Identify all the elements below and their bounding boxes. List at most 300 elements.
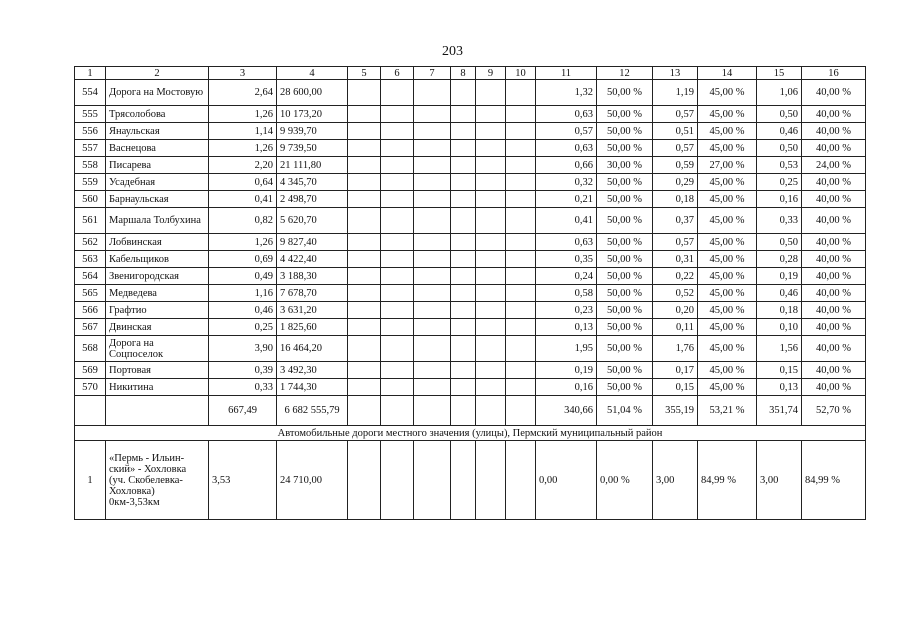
empty-cell bbox=[476, 140, 506, 157]
empty-cell bbox=[414, 396, 451, 426]
empty-cell bbox=[476, 268, 506, 285]
section-title: Автомобильные дороги местного значения (улицы), Пермский муниципальный район bbox=[75, 426, 866, 441]
row-name: Маршала Толбухина bbox=[106, 208, 209, 234]
row-name: Барнаульская bbox=[106, 191, 209, 208]
cell-col4: 5 620,70 bbox=[277, 208, 348, 234]
cell-col15: 0,33 bbox=[757, 208, 802, 234]
cell-col14: 45,00 % bbox=[698, 362, 757, 379]
empty-cell bbox=[381, 234, 414, 251]
total-row bbox=[75, 396, 866, 426]
empty-cell bbox=[381, 336, 414, 362]
empty-cell bbox=[414, 174, 451, 191]
cell-col16: 40,00 % bbox=[802, 285, 866, 302]
empty-cell bbox=[451, 251, 476, 268]
cell-col13: 0,18 bbox=[653, 191, 698, 208]
empty-cell bbox=[381, 379, 414, 396]
empty-cell bbox=[414, 123, 451, 140]
total-col3: 667,49 bbox=[209, 396, 277, 426]
empty-cell bbox=[381, 319, 414, 336]
cell-col14: 45,00 % bbox=[698, 191, 757, 208]
cell-col11: 0,63 bbox=[536, 234, 597, 251]
table-row bbox=[75, 174, 866, 191]
empty-cell bbox=[476, 208, 506, 234]
empty-cell bbox=[506, 140, 536, 157]
cell-col14: 45,00 % bbox=[698, 251, 757, 268]
empty-cell bbox=[381, 268, 414, 285]
row-number: 562 bbox=[75, 234, 106, 251]
cell-col14: 45,00 % bbox=[698, 285, 757, 302]
cell-col3: 2,64 bbox=[209, 80, 277, 106]
cell-col16: 40,00 % bbox=[802, 362, 866, 379]
cell-col3: 0,82 bbox=[209, 208, 277, 234]
empty-cell bbox=[476, 362, 506, 379]
empty-cell bbox=[476, 285, 506, 302]
row-name: Янаульская bbox=[106, 123, 209, 140]
empty-cell bbox=[381, 80, 414, 106]
empty-cell bbox=[414, 234, 451, 251]
empty-cell bbox=[476, 80, 506, 106]
cell-col3: 0,39 bbox=[209, 362, 277, 379]
empty-cell bbox=[414, 251, 451, 268]
cell-col14: 45,00 % bbox=[698, 140, 757, 157]
cell-col12: 50,00 % bbox=[597, 268, 653, 285]
cell-col14: 27,00 % bbox=[698, 157, 757, 174]
total-col13: 355,19 bbox=[653, 396, 698, 426]
empty-cell bbox=[476, 441, 506, 520]
cell-col13: 0,20 bbox=[653, 302, 698, 319]
cell-col16: 40,00 % bbox=[802, 251, 866, 268]
empty-cell bbox=[451, 396, 476, 426]
empty-cell bbox=[451, 191, 476, 208]
row-number: 567 bbox=[75, 319, 106, 336]
empty-cell bbox=[348, 268, 381, 285]
cell-col16: 40,00 % bbox=[802, 174, 866, 191]
cell-col12: 50,00 % bbox=[597, 80, 653, 106]
empty-cell bbox=[348, 379, 381, 396]
row-name: Звенигородская bbox=[106, 268, 209, 285]
row-name: Усадебная bbox=[106, 174, 209, 191]
empty-cell bbox=[348, 285, 381, 302]
cell-col4: 21 111,80 bbox=[277, 157, 348, 174]
header-cell: 13 bbox=[653, 67, 698, 80]
empty-cell bbox=[451, 302, 476, 319]
cell-col4: 9 827,40 bbox=[277, 234, 348, 251]
cell-col13: 1,76 bbox=[653, 336, 698, 362]
empty-cell bbox=[348, 123, 381, 140]
table-row bbox=[75, 285, 866, 302]
cell-col16: 84,99 % bbox=[802, 441, 866, 520]
section-row bbox=[75, 426, 866, 441]
cell-col15: 0,46 bbox=[757, 123, 802, 140]
cell-col16: 40,00 % bbox=[802, 106, 866, 123]
header-cell: 8 bbox=[451, 67, 476, 80]
cell-col16: 40,00 % bbox=[802, 80, 866, 106]
cell-col13: 0,57 bbox=[653, 140, 698, 157]
cell-col14: 45,00 % bbox=[698, 268, 757, 285]
cell-col3: 0,69 bbox=[209, 251, 277, 268]
empty-cell bbox=[451, 123, 476, 140]
empty-cell bbox=[381, 106, 414, 123]
cell-col3: 1,26 bbox=[209, 106, 277, 123]
row-name: Писарева bbox=[106, 157, 209, 174]
cell-col3: 3,90 bbox=[209, 336, 277, 362]
cell-col13: 3,00 bbox=[653, 441, 698, 520]
header-cell: 10 bbox=[506, 67, 536, 80]
cell-col12: 50,00 % bbox=[597, 234, 653, 251]
cell-col4: 7 678,70 bbox=[277, 285, 348, 302]
empty-cell bbox=[476, 251, 506, 268]
empty-cell bbox=[451, 319, 476, 336]
header-cell: 4 bbox=[277, 67, 348, 80]
empty-cell bbox=[381, 157, 414, 174]
cell-col11: 1,32 bbox=[536, 80, 597, 106]
cell-col16: 40,00 % bbox=[802, 208, 866, 234]
total-col16: 52,70 % bbox=[802, 396, 866, 426]
header-cell: 12 bbox=[597, 67, 653, 80]
cell-col11: 0,23 bbox=[536, 302, 597, 319]
row-number: 556 bbox=[75, 123, 106, 140]
cell-col11: 0,21 bbox=[536, 191, 597, 208]
cell-col14: 45,00 % bbox=[698, 123, 757, 140]
empty-cell bbox=[506, 441, 536, 520]
empty-cell bbox=[348, 336, 381, 362]
row-name: Двинская bbox=[106, 319, 209, 336]
empty-cell bbox=[414, 379, 451, 396]
cell-col15: 0,13 bbox=[757, 379, 802, 396]
cell-col16: 40,00 % bbox=[802, 191, 866, 208]
empty-cell bbox=[414, 336, 451, 362]
table-row bbox=[75, 157, 866, 174]
total-col15: 351,74 bbox=[757, 396, 802, 426]
cell-col12: 50,00 % bbox=[597, 123, 653, 140]
empty-cell bbox=[348, 319, 381, 336]
cell-col4: 4 422,40 bbox=[277, 251, 348, 268]
cell-col3: 1,16 bbox=[209, 285, 277, 302]
header-cell: 16 bbox=[802, 67, 866, 80]
empty-cell bbox=[348, 441, 381, 520]
empty-cell bbox=[506, 319, 536, 336]
cell-col4: 28 600,00 bbox=[277, 80, 348, 106]
empty-cell bbox=[506, 285, 536, 302]
cell-col13: 0,11 bbox=[653, 319, 698, 336]
cell-col15: 1,06 bbox=[757, 80, 802, 106]
cell-col12: 50,00 % bbox=[597, 379, 653, 396]
empty-cell bbox=[506, 80, 536, 106]
table-row bbox=[75, 441, 866, 520]
empty-cell bbox=[506, 106, 536, 123]
cell-col15: 0,28 bbox=[757, 251, 802, 268]
cell-col12: 50,00 % bbox=[597, 285, 653, 302]
cell-col16: 40,00 % bbox=[802, 302, 866, 319]
empty-cell bbox=[381, 174, 414, 191]
empty-cell bbox=[414, 362, 451, 379]
empty-cell bbox=[381, 362, 414, 379]
empty-cell bbox=[451, 106, 476, 123]
cell-col15: 0,25 bbox=[757, 174, 802, 191]
cell-col16: 40,00 % bbox=[802, 319, 866, 336]
row-number: 559 bbox=[75, 174, 106, 191]
row-number: 560 bbox=[75, 191, 106, 208]
empty-cell bbox=[506, 396, 536, 426]
cell-col16: 40,00 % bbox=[802, 379, 866, 396]
empty-cell bbox=[414, 441, 451, 520]
cell-col13: 0,37 bbox=[653, 208, 698, 234]
cell-col14: 45,00 % bbox=[698, 174, 757, 191]
empty-cell bbox=[414, 208, 451, 234]
row-number: 555 bbox=[75, 106, 106, 123]
cell-col15: 0,19 bbox=[757, 268, 802, 285]
empty-cell bbox=[348, 140, 381, 157]
cell-col12: 50,00 % bbox=[597, 302, 653, 319]
total-col14: 53,21 % bbox=[698, 396, 757, 426]
row-name: Портовая bbox=[106, 362, 209, 379]
row-number: 561 bbox=[75, 208, 106, 234]
table-row bbox=[75, 80, 866, 106]
header-cell: 6 bbox=[381, 67, 414, 80]
header-cell: 3 bbox=[209, 67, 277, 80]
cell-col3: 2,20 bbox=[209, 157, 277, 174]
cell-col4: 1 744,30 bbox=[277, 379, 348, 396]
cell-col3: 0,49 bbox=[209, 268, 277, 285]
empty-cell bbox=[506, 362, 536, 379]
cell-col12: 50,00 % bbox=[597, 319, 653, 336]
empty-cell bbox=[451, 80, 476, 106]
row-number: 557 bbox=[75, 140, 106, 157]
empty-cell bbox=[506, 157, 536, 174]
cell-col16: 40,00 % bbox=[802, 336, 866, 362]
cell-col12: 50,00 % bbox=[597, 191, 653, 208]
empty-cell bbox=[348, 362, 381, 379]
total-col11: 340,66 bbox=[536, 396, 597, 426]
table-row bbox=[75, 234, 866, 251]
empty-cell bbox=[506, 336, 536, 362]
total-col12: 51,04 % bbox=[597, 396, 653, 426]
row-name: Лобвинская bbox=[106, 234, 209, 251]
empty-cell bbox=[476, 191, 506, 208]
empty-cell bbox=[451, 285, 476, 302]
cell-col12: 50,00 % bbox=[597, 174, 653, 191]
cell-col14: 45,00 % bbox=[698, 106, 757, 123]
cell-col11: 0,13 bbox=[536, 319, 597, 336]
cell-col14: 45,00 % bbox=[698, 336, 757, 362]
cell-col13: 0,57 bbox=[653, 106, 698, 123]
cell-col13: 0,51 bbox=[653, 123, 698, 140]
empty-cell bbox=[348, 80, 381, 106]
cell-col11: 0,35 bbox=[536, 251, 597, 268]
empty-cell bbox=[348, 234, 381, 251]
cell-col4: 9 939,70 bbox=[277, 123, 348, 140]
empty-cell bbox=[506, 123, 536, 140]
cell-col3: 0,41 bbox=[209, 191, 277, 208]
empty-cell bbox=[414, 268, 451, 285]
cell-col4: 10 173,20 bbox=[277, 106, 348, 123]
empty-cell bbox=[451, 268, 476, 285]
empty-cell bbox=[506, 208, 536, 234]
row-name: Дорога на Соцпоселок bbox=[106, 336, 209, 362]
cell-col11: 0,57 bbox=[536, 123, 597, 140]
cell-col16: 24,00 % bbox=[802, 157, 866, 174]
cell-col12: 50,00 % bbox=[597, 251, 653, 268]
cell-col12: 50,00 % bbox=[597, 106, 653, 123]
row-number: 1 bbox=[75, 441, 106, 520]
cell-col12: 50,00 % bbox=[597, 208, 653, 234]
row-name: Васнецова bbox=[106, 140, 209, 157]
cell-col12: 50,00 % bbox=[597, 336, 653, 362]
empty-cell bbox=[451, 379, 476, 396]
empty-cell bbox=[476, 302, 506, 319]
empty-cell bbox=[348, 302, 381, 319]
empty-cell bbox=[414, 302, 451, 319]
empty-cell bbox=[451, 174, 476, 191]
header-cell: 14 bbox=[698, 67, 757, 80]
cell-col15: 0,10 bbox=[757, 319, 802, 336]
empty-cell bbox=[381, 191, 414, 208]
cell-col11: 0,24 bbox=[536, 268, 597, 285]
empty-cell bbox=[414, 80, 451, 106]
empty-cell bbox=[476, 234, 506, 251]
row-number: 568 bbox=[75, 336, 106, 362]
empty-cell bbox=[348, 191, 381, 208]
row-name: Медведева bbox=[106, 285, 209, 302]
cell-col11: 0,58 bbox=[536, 285, 597, 302]
empty-cell bbox=[476, 174, 506, 191]
header-cell: 15 bbox=[757, 67, 802, 80]
row-number: 564 bbox=[75, 268, 106, 285]
row-name: Кабельщиков bbox=[106, 251, 209, 268]
empty-cell bbox=[451, 140, 476, 157]
empty-cell bbox=[506, 302, 536, 319]
empty-cell bbox=[348, 251, 381, 268]
cell-col4: 4 345,70 bbox=[277, 174, 348, 191]
empty-cell bbox=[451, 441, 476, 520]
header-cell: 1 bbox=[75, 67, 106, 80]
table-row bbox=[75, 362, 866, 379]
table-row bbox=[75, 319, 866, 336]
cell-col16: 40,00 % bbox=[802, 234, 866, 251]
cell-col4: 9 739,50 bbox=[277, 140, 348, 157]
cell-col13: 0,59 bbox=[653, 157, 698, 174]
empty-cell bbox=[451, 362, 476, 379]
cell-col3: 0,33 bbox=[209, 379, 277, 396]
cell-col15: 0,50 bbox=[757, 106, 802, 123]
row-name: Никитина bbox=[106, 379, 209, 396]
page-number: 203 bbox=[442, 44, 463, 59]
table-row bbox=[75, 251, 866, 268]
cell-col4: 3 492,30 bbox=[277, 362, 348, 379]
cell-col4: 16 464,20 bbox=[277, 336, 348, 362]
cell-col11: 0,63 bbox=[536, 106, 597, 123]
cell-col11: 0,19 bbox=[536, 362, 597, 379]
empty-cell bbox=[414, 140, 451, 157]
empty-cell bbox=[348, 208, 381, 234]
cell-col3: 1,26 bbox=[209, 140, 277, 157]
cell-col11: 0,63 bbox=[536, 140, 597, 157]
header-cell: 11 bbox=[536, 67, 597, 80]
cell-col13: 0,31 bbox=[653, 251, 698, 268]
cell-col11: 1,95 bbox=[536, 336, 597, 362]
table-row bbox=[75, 191, 866, 208]
row-number: 566 bbox=[75, 302, 106, 319]
cell-col13: 0,57 bbox=[653, 234, 698, 251]
empty-cell bbox=[506, 251, 536, 268]
cell-col15: 0,15 bbox=[757, 362, 802, 379]
row-number: 569 bbox=[75, 362, 106, 379]
empty-cell bbox=[381, 251, 414, 268]
cell-col11: 0,32 bbox=[536, 174, 597, 191]
cell-col15: 0,50 bbox=[757, 234, 802, 251]
cell-col13: 0,15 bbox=[653, 379, 698, 396]
table-row bbox=[75, 336, 866, 362]
empty-cell bbox=[381, 441, 414, 520]
table-row bbox=[75, 208, 866, 234]
empty-cell bbox=[476, 123, 506, 140]
cell-col14: 45,00 % bbox=[698, 208, 757, 234]
empty-cell bbox=[414, 157, 451, 174]
cell-col16: 40,00 % bbox=[802, 140, 866, 157]
data-table bbox=[74, 66, 866, 520]
empty-cell bbox=[451, 336, 476, 362]
empty-cell bbox=[381, 396, 414, 426]
cell-col16: 40,00 % bbox=[802, 268, 866, 285]
cell-col14: 45,00 % bbox=[698, 302, 757, 319]
cell-col4: 2 498,70 bbox=[277, 191, 348, 208]
table-row bbox=[75, 123, 866, 140]
cell-col11: 0,41 bbox=[536, 208, 597, 234]
row-number: 558 bbox=[75, 157, 106, 174]
cell-col12: 50,00 % bbox=[597, 362, 653, 379]
cell-col11: 0,66 bbox=[536, 157, 597, 174]
cell-col13: 0,52 bbox=[653, 285, 698, 302]
row-number: 565 bbox=[75, 285, 106, 302]
empty-cell bbox=[451, 157, 476, 174]
cell-col12: 0,00 % bbox=[597, 441, 653, 520]
header-cell: 9 bbox=[476, 67, 506, 80]
empty-cell bbox=[476, 396, 506, 426]
cell-col4: 1 825,60 bbox=[277, 319, 348, 336]
table-body bbox=[75, 67, 866, 520]
cell-col15: 0,53 bbox=[757, 157, 802, 174]
cell-col15: 3,00 bbox=[757, 441, 802, 520]
empty-cell bbox=[476, 336, 506, 362]
row-name: Графтио bbox=[106, 302, 209, 319]
empty-cell bbox=[348, 157, 381, 174]
cell-col3: 1,14 bbox=[209, 123, 277, 140]
empty-cell bbox=[506, 174, 536, 191]
cell-col13: 1,19 bbox=[653, 80, 698, 106]
empty-cell bbox=[348, 106, 381, 123]
empty-cell bbox=[476, 157, 506, 174]
total-col4: 6 682 555,79 bbox=[277, 396, 348, 426]
empty-cell bbox=[451, 234, 476, 251]
row-name: «Пермь - Ильин-ский» - Хохловка (уч. Скобелевка-Хохловка) 0км-3,53км bbox=[106, 441, 209, 520]
row-number: 554 bbox=[75, 80, 106, 106]
empty-cell bbox=[506, 191, 536, 208]
row-number: 570 bbox=[75, 379, 106, 396]
cell-col3: 3,53 bbox=[209, 441, 277, 520]
cell-col13: 0,22 bbox=[653, 268, 698, 285]
row-number: 563 bbox=[75, 251, 106, 268]
cell-col16: 40,00 % bbox=[802, 123, 866, 140]
table-row bbox=[75, 302, 866, 319]
cell-col15: 0,16 bbox=[757, 191, 802, 208]
cell-col14: 45,00 % bbox=[698, 319, 757, 336]
cell-col3: 0,25 bbox=[209, 319, 277, 336]
cell-col3: 0,46 bbox=[209, 302, 277, 319]
empty-cell bbox=[506, 234, 536, 251]
header-cell: 5 bbox=[348, 67, 381, 80]
empty-cell bbox=[451, 208, 476, 234]
table-row bbox=[75, 106, 866, 123]
